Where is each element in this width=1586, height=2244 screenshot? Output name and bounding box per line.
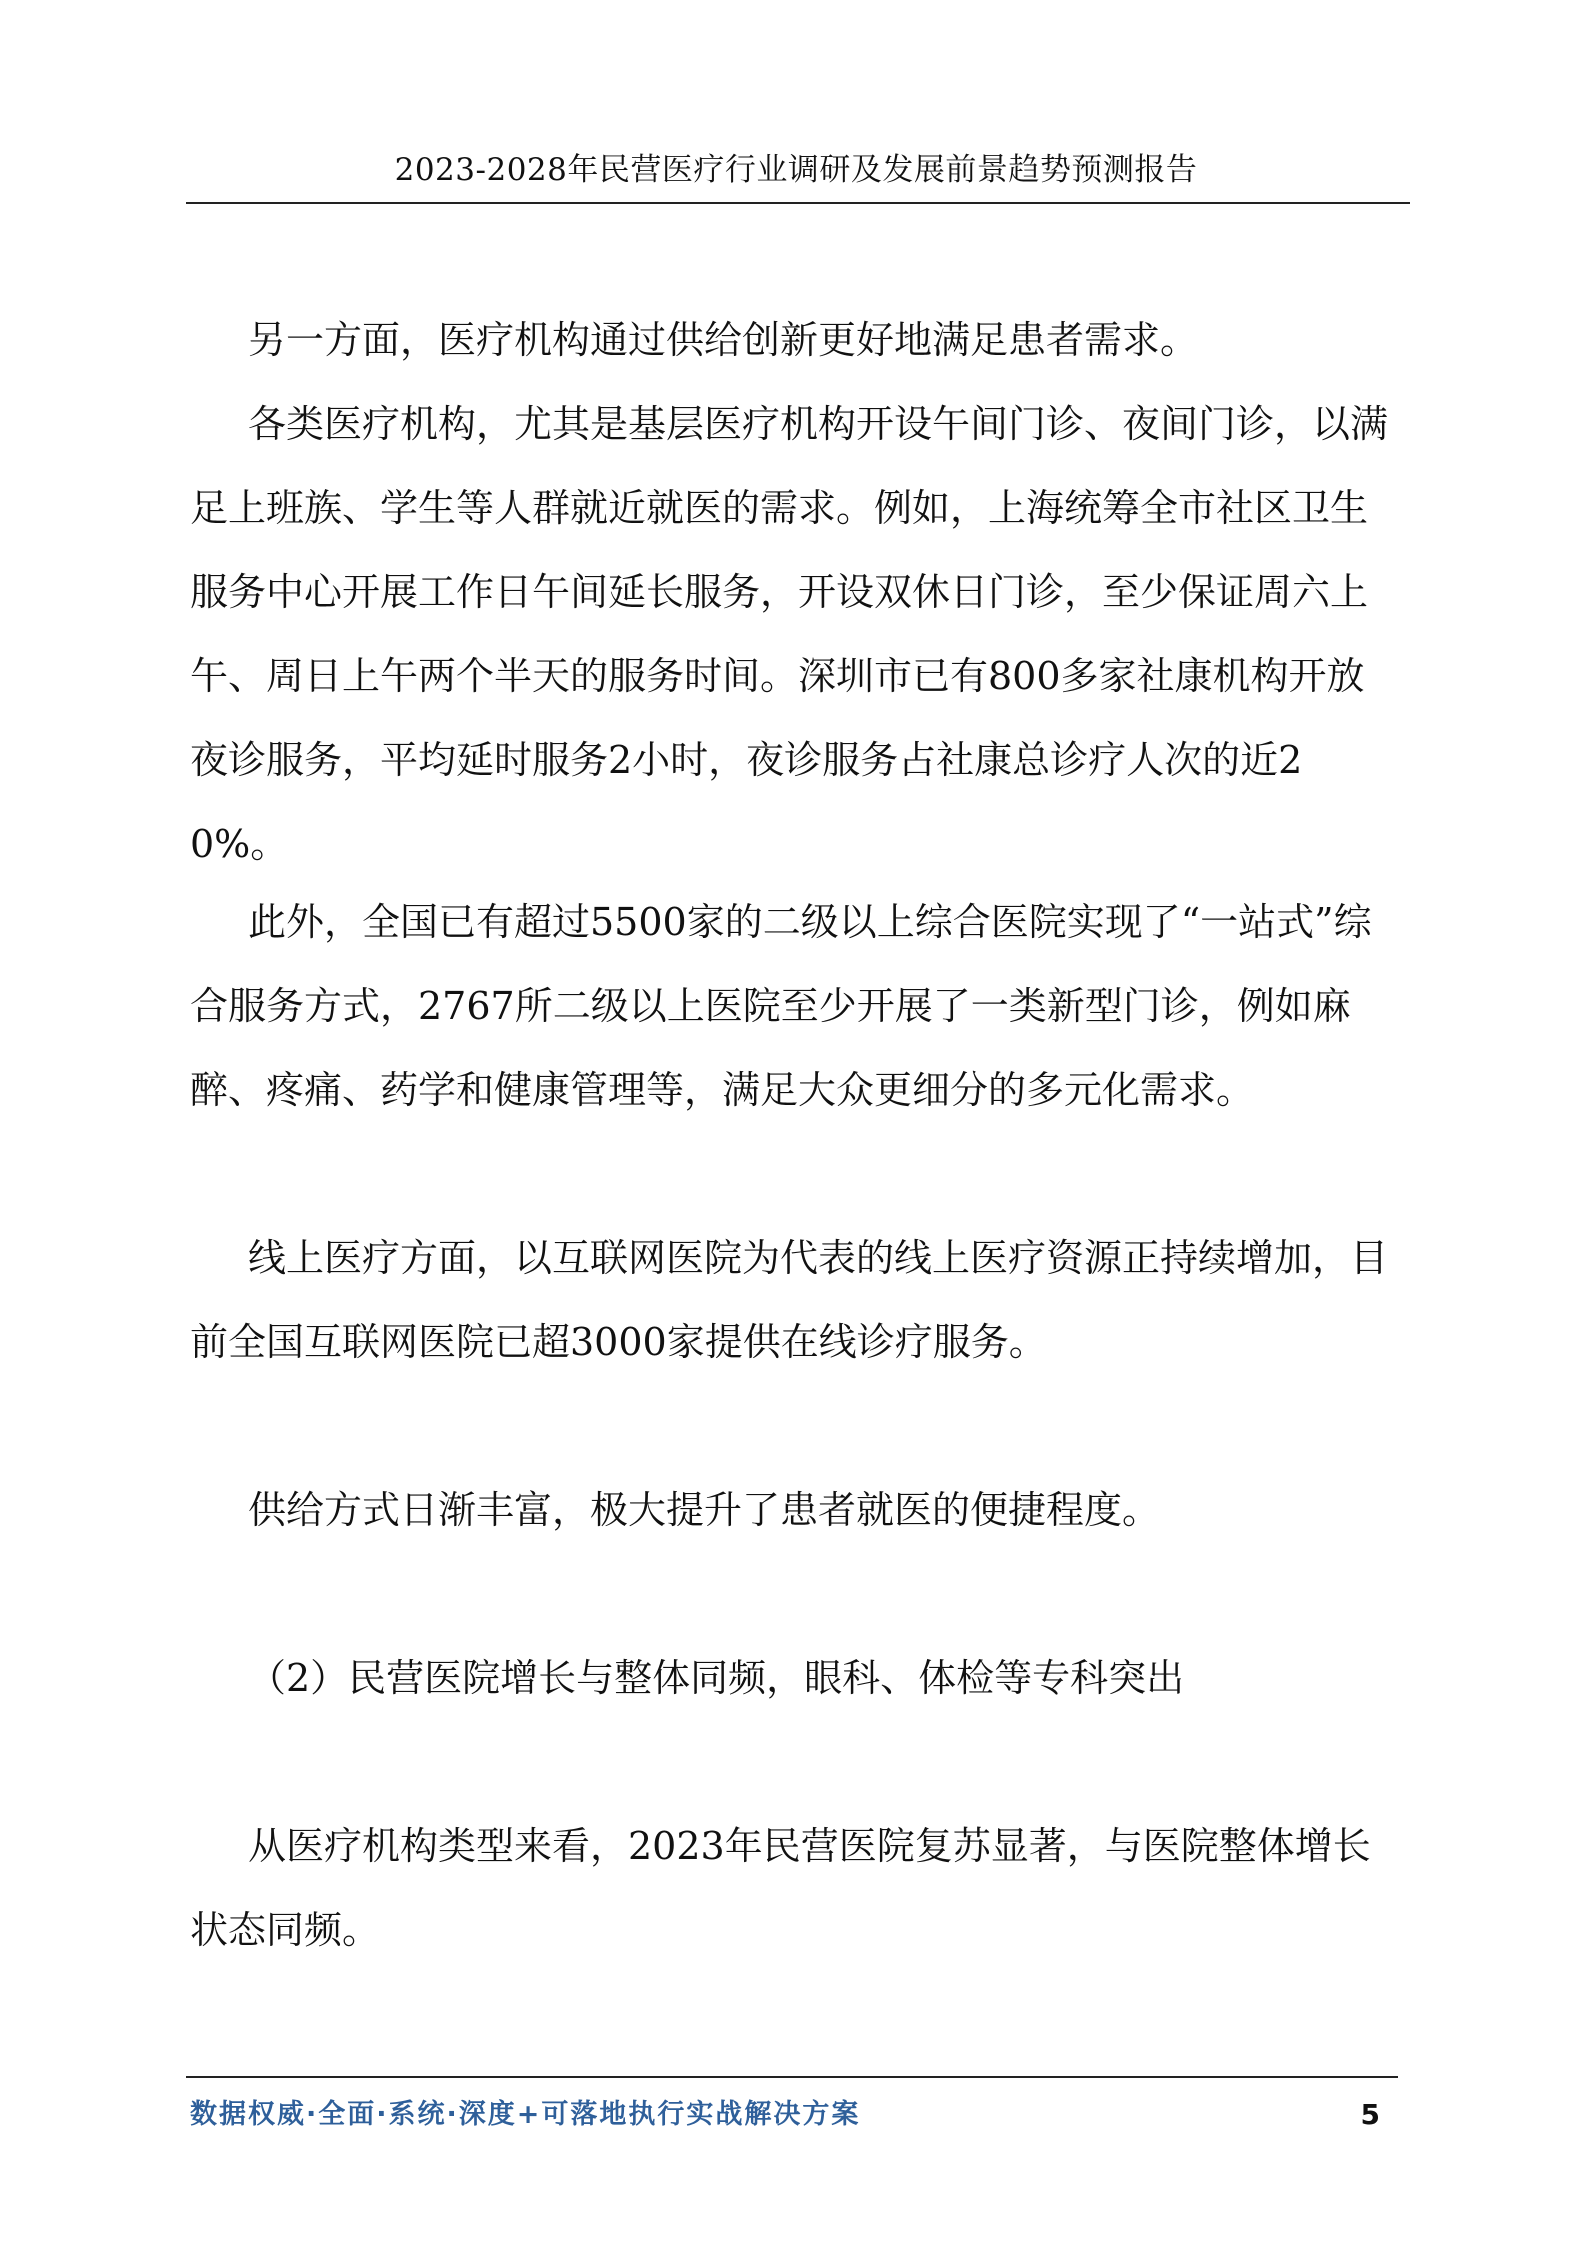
paragraph-private-hospitals: 从医疗机构类型来看，2023年民营医院复苏显著，与医院整体增长状态同频。 — [190, 1824, 1371, 1952]
paragraph-supply-innovation: 另一方面，医疗机构通过供给创新更好地满足患者需求。 — [248, 318, 1199, 362]
page-number: 5 — [1360, 2098, 1380, 2131]
footer-divider — [186, 2076, 1398, 2078]
section-heading: （2）民营医院增长与整体同频，眼科、体检等专科突出 — [248, 1656, 1185, 1700]
paragraph-online-medical: 线上医疗方面，以互联网医院为代表的线上医疗资源正持续增加，目前全国互联网医院已超3000家提供在线诊疗服务。 — [190, 1236, 1389, 1364]
footer-slogan: 数据权威·全面·系统·深度+可落地执行实战解决方案 — [190, 2099, 861, 2130]
paragraph-clinic-hours: 各类医疗机构，尤其是基层医疗机构开设午间门诊、夜间门诊，以满足上班族、学生等人群就近就医的需求。例如，上海统筹全市社区卫生服务中心开展工作日午间延长服务，开设双休日门诊，至少保证周六上午、周日上午两个半天的服务时间。深圳市已有800多家社康机构开放夜诊服务，平均延时服务2小时，夜诊服务占社康总诊疗人次的近20%。 — [190, 402, 1389, 866]
running-header-title: 2023-2028年民营医疗行业调研及发展前景趋势预测报告 — [394, 152, 1198, 188]
header-divider — [186, 202, 1410, 204]
paragraph-convenience: 供给方式日渐丰富，极大提升了患者就医的便捷程度。 — [248, 1488, 1161, 1532]
paragraph-one-stop-service: 此外，全国已有超过5500家的二级以上综合医院实现了“一站式”综合服务方式，2767所二级以上医院至少开展了一类新型门诊，例如麻醉、疼痛、药学和健康管理等，满足大众更细分的多元化需求。 — [190, 900, 1372, 1112]
